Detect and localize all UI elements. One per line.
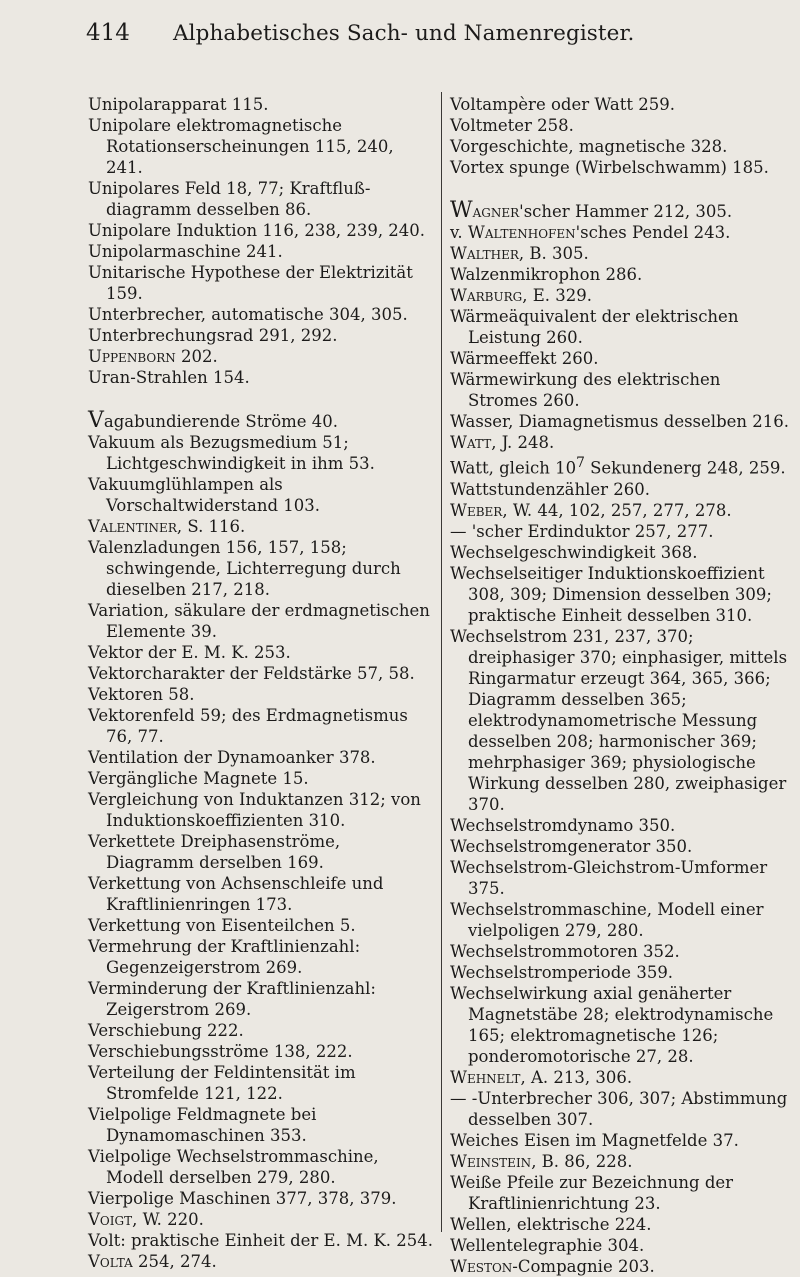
index-entry: Wärmeäquivalent der elektrischen Leistung 260. xyxy=(450,307,739,347)
index-entry: Vierpolige Maschinen 377, 378, 379. xyxy=(88,1189,397,1208)
index-entry-person xyxy=(450,1256,795,1277)
entry-pages: 'sches Pendel 243. xyxy=(575,223,731,242)
index-entry: Vektorcharakter der Feldstärke 57, 58. xyxy=(88,664,415,683)
person-name: Voigt xyxy=(88,1210,133,1229)
index-entry: Unitarische Hypothese der Elektrizität 159. xyxy=(88,263,413,303)
index-entry: Unipolare elektromagnetische Rotationserscheinungen 115, 240, 241. xyxy=(88,116,394,177)
index-entry: — 'scher Erdinduktor 257, 277. xyxy=(450,521,714,541)
index-entry: Verkettung von Achsenschleife und Kraftlinienringen 173. xyxy=(88,874,384,914)
index-entry: Vortex spunge (Wirbelschwamm) 185. xyxy=(450,158,769,177)
entry-pages: -Compagnie 203. xyxy=(512,1256,655,1276)
section-initial: W xyxy=(450,198,473,223)
entry-pages: , A. 213, 306. xyxy=(520,1067,633,1087)
index-entry-person xyxy=(450,1151,795,1172)
right-column xyxy=(450,94,795,1277)
index-entry: Wechselgeschwindigkeit 368. xyxy=(450,542,698,562)
index-entry-person xyxy=(88,1251,433,1272)
person-name: Weinstein xyxy=(450,1151,532,1171)
entry-pages: , B. 86, 228. xyxy=(531,1151,633,1171)
index-entry: Uran-Strahlen 154. xyxy=(88,368,250,387)
index-entry: Wechselstromperiode 359. xyxy=(450,962,674,982)
index-entry: Wellentelegraphie 304. xyxy=(450,1235,645,1255)
index-entry: Vergängliche Magnete 15. xyxy=(88,769,309,788)
entry-pages: , W. 44, 102, 257, 277, 278. xyxy=(502,500,732,520)
index-entry: Verteilung der Feldintensität im Stromfelde 121, 122. xyxy=(88,1063,356,1103)
entry-pages: 'scher Hammer 212, 305. xyxy=(519,202,733,221)
index-entry: Vektoren 58. xyxy=(88,685,195,704)
section-gap xyxy=(450,178,795,200)
index-entry: Unipolarmaschine 241. xyxy=(88,242,283,261)
index-entry xyxy=(88,410,433,432)
index-entry: Wechselstromdynamo 350. xyxy=(450,815,676,835)
index-entry: Vakuum als Bezugsmedium 51; Lichtgeschwindigkeit in ihm 53. xyxy=(88,433,375,473)
index-entry: Wellen, elektrische 224. xyxy=(450,1214,652,1234)
entry-text: Watt, gleich 10 xyxy=(450,458,577,478)
left-column xyxy=(88,94,433,1272)
index-entry: Wechselstrom-Gleichstrom-Umformer 375. xyxy=(450,857,768,898)
index-entry: Wärmewirkung des elektrischen Stromes 260. xyxy=(450,370,721,410)
index-entry-person xyxy=(450,243,795,264)
entry-pages: 254, 274. xyxy=(132,1252,217,1271)
person-name: Volta xyxy=(88,1252,133,1271)
index-entry: Wechselstrom 231, 237, 370; dreiphasiger 370; einphasiger, mittels Ringarmatur erzeugt 364, 365, 366; Diagramm desselben 365; elektrodynamometrische Messung desselben 208; harmonischer 369; mehrphasiger 369; physiologische Wirkung desselben 280, zweiphasiger 370. xyxy=(450,626,788,814)
page-header xyxy=(86,20,792,60)
index-entry: Variation, säkulare der erdmagnetischen Elemente 39. xyxy=(88,601,430,641)
entry-pages: , J. 248. xyxy=(491,433,555,452)
index-entry xyxy=(450,453,795,479)
page-number: 414 xyxy=(86,20,130,46)
person-name: Walther xyxy=(450,244,519,263)
index-entry: Vermehrung der Kraftlinienzahl: Gegenzeigerstrom 269. xyxy=(88,937,361,977)
index-entry: Weiches Eisen im Magnetfelde 37. xyxy=(450,1130,739,1150)
index-entry: Wechselstrommaschine, Modell einer vielpoligen 279, 280. xyxy=(450,899,764,940)
running-title: Alphabetisches Sach- und Namenregister. xyxy=(173,21,635,46)
index-entry: Verkettete Dreiphasenströme, Diagramm derselben 169. xyxy=(88,832,341,872)
index-entry-person xyxy=(88,516,433,537)
entry-pages: , E. 329. xyxy=(522,286,592,305)
person-name: Waltenhofen xyxy=(467,223,576,242)
index-entry: Voltampère oder Watt 259. xyxy=(450,95,675,114)
person-name: Weston xyxy=(450,1256,513,1276)
exponent: 7 xyxy=(576,455,585,471)
person-name: agner xyxy=(472,202,520,221)
person-name: Weber xyxy=(450,500,503,520)
index-entry: Walzenmikrophon 286. xyxy=(450,265,643,284)
index-entry: Unipolares Feld 18, 77; Kraftfluß-diagramm desselben 86. xyxy=(88,179,371,219)
index-entry-person xyxy=(88,1209,433,1230)
index-entry-person xyxy=(450,285,795,306)
index-entry-person xyxy=(450,1067,795,1088)
index-entry: Valenzladungen 156, 157, 158; schwingende, Lichterregung durch dieselben 217, 218. xyxy=(88,538,401,599)
index-entry: Verschiebungsströme 138, 222. xyxy=(88,1042,353,1061)
index-entry: Wechselwirkung axial genäherter Magnetstäbe 28; elektrodynamische 165; elektromagnetische 126; ponderomotorische 27, 28. xyxy=(450,983,774,1066)
index-entry: Voltmeter 258. xyxy=(450,116,574,135)
index-entry-person xyxy=(450,432,795,453)
index-entry: Wärmeeffekt 260. xyxy=(450,349,599,368)
index-entry: — -Unterbrecher 306, 307; Abstimmung desselben 307. xyxy=(450,1088,788,1129)
entry-pages: , S. 116. xyxy=(176,517,246,536)
entry-text: agabundierende Ströme 40. xyxy=(103,412,339,431)
index-entry-person xyxy=(450,200,795,222)
person-name: Watt xyxy=(450,433,492,452)
index-entry: Vektor der E. M. K. 253. xyxy=(88,643,291,662)
index-entry: Verkettung von Eisenteilchen 5. xyxy=(88,916,356,935)
entry-pages: , W. 220. xyxy=(132,1210,204,1229)
index-entry: Wechselstrommotoren 352. xyxy=(450,941,680,961)
index-entry: Ventilation der Dynamoanker 378. xyxy=(88,748,376,767)
section-initial: V xyxy=(88,408,104,433)
index-entry: Volt: praktische Einheit der E. M. K. 254. xyxy=(88,1231,434,1250)
person-name: Warburg xyxy=(450,286,523,305)
index-entry-person xyxy=(450,222,795,243)
index-entry: Vorgeschichte, magnetische 328. xyxy=(450,137,728,156)
index-entry: Unipolare Induktion 116, 238, 239, 240. xyxy=(88,221,426,240)
index-entry: Vielpolige Wechselstrommaschine, Modell derselben 279, 280. xyxy=(88,1147,379,1187)
index-entry: Verminderung der Kraftlinienzahl: Zeigerstrom 269. xyxy=(88,979,376,1019)
entry-pages: Sekundenerg 248, 259. xyxy=(584,458,786,478)
person-name: Uppenborn xyxy=(88,347,176,366)
index-entry: Wasser, Diamagnetismus desselben 216. xyxy=(450,412,790,431)
person-name: Wehnelt xyxy=(450,1067,521,1087)
entry-pages: , B. 305. xyxy=(518,244,589,263)
index-entry: Vektorenfeld 59; des Erdmagnetismus 76, 77. xyxy=(88,706,408,746)
index-entry: Verschiebung 222. xyxy=(88,1021,244,1040)
index-entry: Wechselseitiger Induktionskoeffizient 308, 309; Dimension desselben 309; praktische Einheit desselben 310. xyxy=(450,563,772,625)
column-divider xyxy=(441,92,442,1232)
index-entry: Vakuumglühlampen als Vorschaltwiderstand 103. xyxy=(88,475,321,515)
index-entry: Wattstundenzähler 260. xyxy=(450,479,650,499)
name-prefix: v. xyxy=(450,223,468,242)
index-entry: Unterbrecher, automatische 304, 305. xyxy=(88,305,408,324)
index-entry: Vergleichung von Induktanzen 312; von Induktionskoeffizienten 310. xyxy=(88,790,421,830)
index-entry: Weiße Pfeile zur Bezeichnung der Kraftlinienrichtung 23. xyxy=(450,1172,734,1213)
section-gap xyxy=(88,388,433,410)
index-entry-person xyxy=(450,500,795,521)
index-entry: Unipolarapparat 115. xyxy=(88,95,269,114)
index-entry-person xyxy=(88,346,433,367)
entry-pages: 202. xyxy=(175,347,218,366)
index-entry: Vielpolige Feldmagnete bei Dynamomaschinen 353. xyxy=(88,1105,317,1145)
index-entry: Unterbrechungsrad 291, 292. xyxy=(88,326,338,345)
index-entry: Wechselstromgenerator 350. xyxy=(450,836,693,856)
person-name: Valentiner xyxy=(88,517,177,536)
